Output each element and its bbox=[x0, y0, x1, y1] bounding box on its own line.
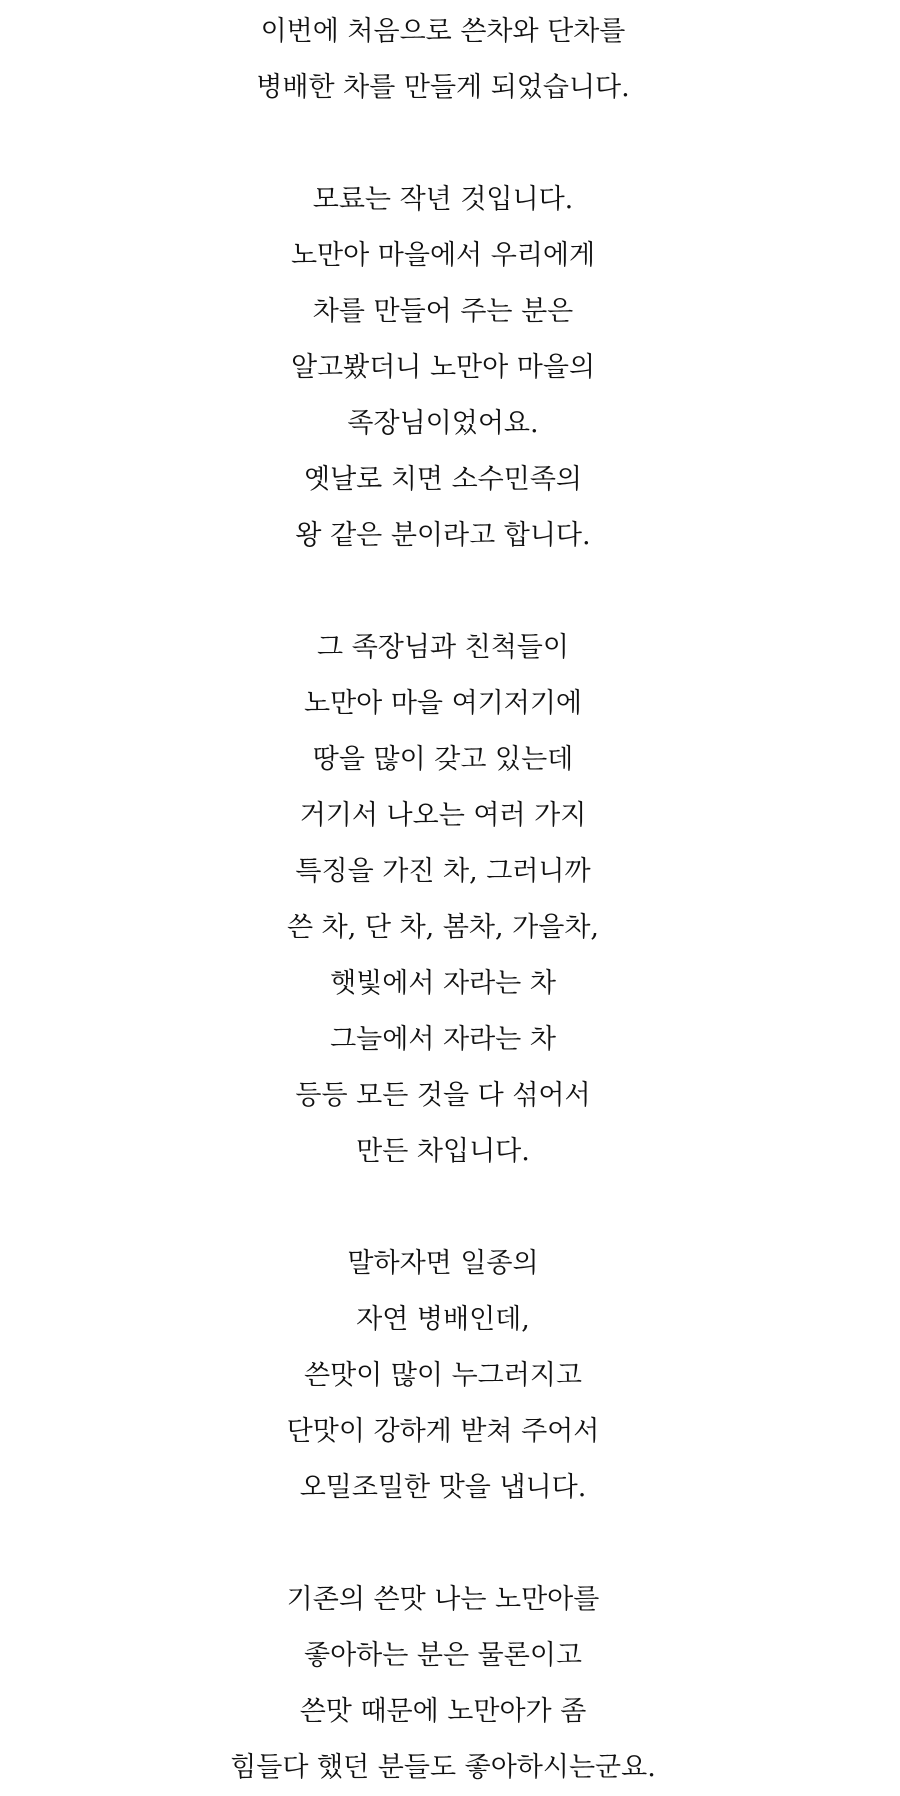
text-line: 차를 만들어 주는 분은 bbox=[312, 296, 574, 327]
paragraph-spacer bbox=[0, 1516, 900, 1572]
text-line: 쓴맛 때문에 노만아가 좀 bbox=[299, 1696, 587, 1727]
text-line: 쓴 차, 단 차, 봄차, 가을차, bbox=[287, 912, 599, 943]
text-line: 기존의 쓴맛 나는 노만아를 bbox=[286, 1584, 600, 1615]
text-line: 말하자면 일종의 bbox=[347, 1248, 539, 1279]
text-line: 이번에 처음으로 쓴차와 단차를 bbox=[260, 16, 626, 47]
text-line: 옛날로 치면 소수민족의 bbox=[304, 464, 582, 495]
paragraph-3 bbox=[0, 620, 900, 1180]
text-line: 힘들다 했던 분들도 좋아하시는군요. bbox=[230, 1752, 656, 1783]
paragraph-spacer bbox=[0, 116, 900, 172]
text-line: 병배한 차를 만들게 되었습니다. bbox=[256, 72, 630, 103]
paragraph-5 bbox=[0, 1572, 900, 1796]
text-line: 그늘에서 자라는 차 bbox=[330, 1024, 556, 1055]
paragraph-spacer bbox=[0, 1180, 900, 1236]
text-line: 단맛이 강하게 받쳐 주어서 bbox=[286, 1416, 600, 1447]
text-line: 만든 차입니다. bbox=[356, 1136, 530, 1167]
text-line: 족장님이었어요. bbox=[347, 408, 539, 439]
text-line: 왕 같은 분이라고 합니다. bbox=[295, 520, 591, 551]
text-line: 좋아하는 분은 물론이고 bbox=[304, 1640, 582, 1671]
text-line: 오밀조밀한 맛을 냅니다. bbox=[299, 1472, 587, 1503]
paragraph-4 bbox=[0, 1236, 900, 1516]
text-line: 노만아 마을 여기저기에 bbox=[304, 688, 582, 719]
text-line: 노만아 마을에서 우리에게 bbox=[290, 240, 596, 271]
text-line: 그 족장님과 친척들이 bbox=[317, 632, 569, 663]
paragraph-2 bbox=[0, 172, 900, 564]
text-line: 땅을 많이 갖고 있는데 bbox=[312, 744, 574, 775]
text-line: 등등 모든 것을 다 섞어서 bbox=[295, 1080, 591, 1111]
paragraph-1 bbox=[0, 4, 900, 116]
text-line: 쓴맛이 많이 누그러지고 bbox=[304, 1360, 582, 1391]
text-line: 햇빛에서 자라는 차 bbox=[330, 968, 556, 999]
text-line: 알고봤더니 노만아 마을의 bbox=[290, 352, 596, 383]
text-line: 거기서 나오는 여러 가지 bbox=[299, 800, 587, 831]
paragraph-spacer bbox=[0, 564, 900, 620]
text-line: 자연 병배인데, bbox=[356, 1304, 530, 1335]
text-line: 모료는 작년 것입니다. bbox=[312, 184, 574, 215]
text-line: 특징을 가진 차, 그러니까 bbox=[295, 856, 591, 887]
